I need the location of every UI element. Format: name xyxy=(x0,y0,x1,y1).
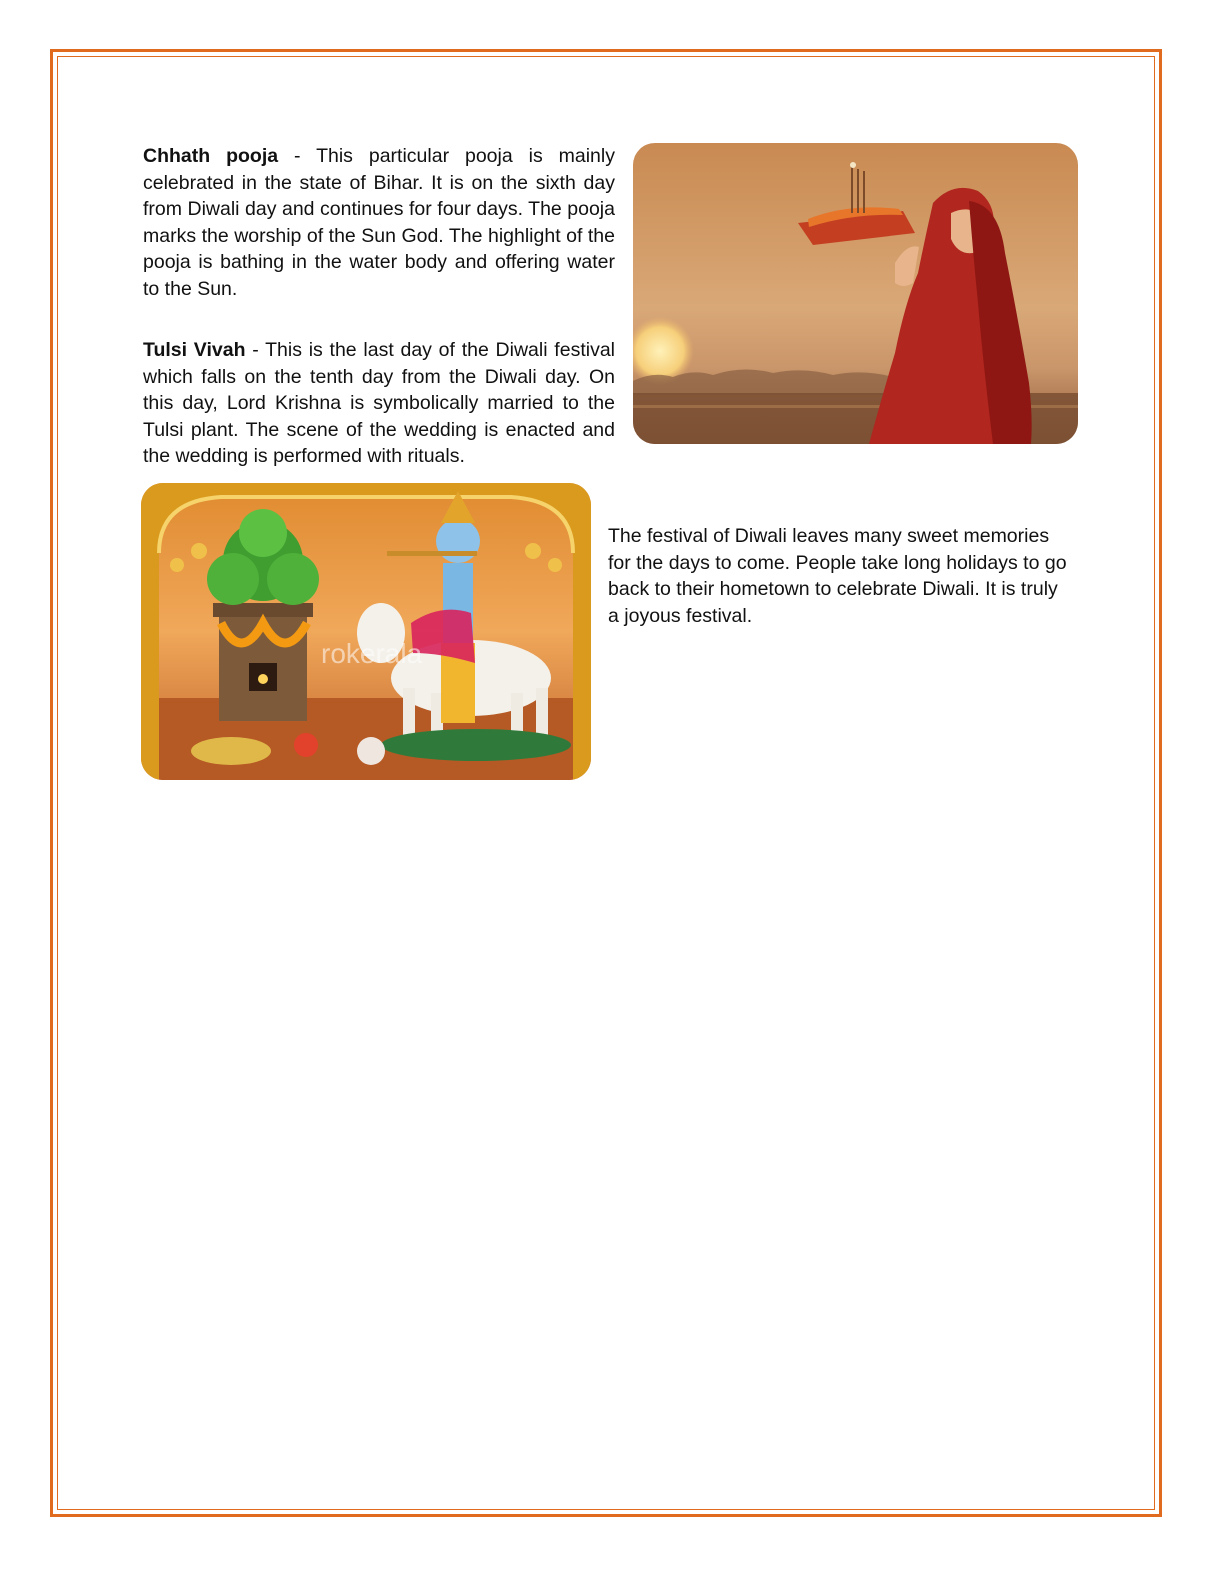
tulsi-vivah-heading: Tulsi Vivah xyxy=(143,339,246,361)
tulsi-vivah-photo xyxy=(141,483,591,780)
tulsi-photo-watermark: rokerala xyxy=(321,638,423,669)
chhath-pooja-paragraph xyxy=(143,143,615,303)
chhath-pooja-heading: Chhath pooja xyxy=(143,145,279,167)
chhath-pooja-photo xyxy=(633,143,1078,444)
closing-paragraph: The festival of Diwali leaves many sweet memories for the days to come. People take long holidays to go back to their hometown to celebrate Diwali. It is truly a joyous festival. xyxy=(608,525,1067,627)
tulsi-vivah-body: - This is the last day of the Diwali festival which falls on the tenth day from the Diwali day. On this day, Lord Krishna is symbolically married to the Tulsi plant. The scene of the wedding is enacted and the wedding is performed with rituals. xyxy=(143,339,615,468)
chhath-pooja-body: - This particular pooja is mainly celebrated in the state of Bihar. It is on the sixth day from Diwali day and continues for four days. The pooja marks the worship of the Sun God. The highlight of the pooja is bathing in the water body and offering water to the Sun. xyxy=(143,145,615,300)
tulsi-vivah-paragraph xyxy=(143,337,615,470)
